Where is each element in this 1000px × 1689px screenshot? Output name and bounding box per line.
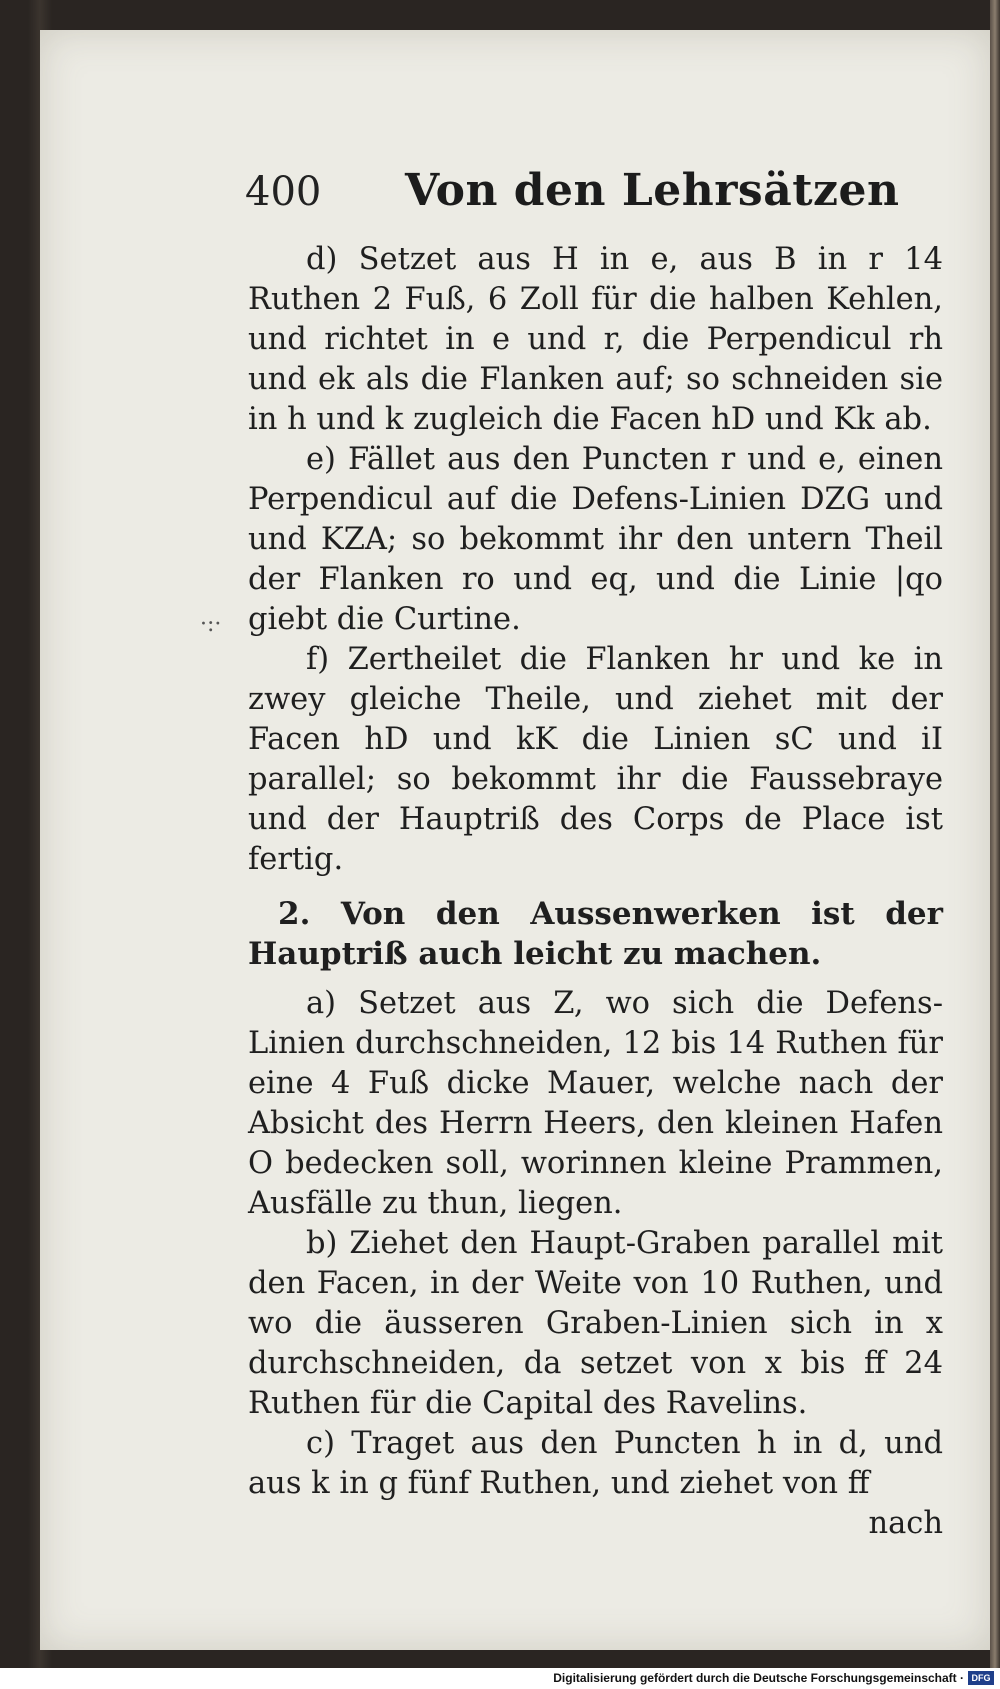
catchword: nach	[868, 1506, 943, 1541]
paragraph-f: f) Zertheilet die Flanken hr und ke in zwey gleiche Theile, und ziehet mit der Facen hD und kK die Linien sC und iI parallel; so bekommt ihr die Faussebraye und der Hauptriß des Corps de Place ist fertig.	[248, 642, 943, 877]
section-heading: 2. Von den Aussenwerken ist der Hauptriß auch leicht zu machen.	[248, 896, 943, 972]
footer-bar	[0, 1668, 1000, 1689]
paragraph-b: b) Ziehet den Haupt-Graben parallel mit den Facen, in der Weite von 10 Ruthen, und wo die äusseren Graben-Linien sich in x durchschneiden, da setzet von x bis ff 24 Ruthen für die Capital des Ravelins.	[248, 1226, 943, 1421]
paragraph-e: e) Fället aus den Puncten r und e, einen Perpendicul auf die Defens-Linien DZG und und KZA; so bekommt ihr den untern Theil der Flanken ro und eq, und die Linie |qo giebt die Curtine.	[248, 442, 943, 637]
body-text	[248, 240, 943, 1544]
footer-credit: Digitalisierung gefördert durch die Deutsche Forschungsgemeinschaft ·	[553, 1671, 964, 1685]
dfg-logo: DFG	[968, 1671, 994, 1685]
page-number: 400	[245, 169, 322, 215]
paragraph-a: a) Setzet aus Z, wo sich die Defens-Linien durchschneiden, 12 bis 14 Ruthen für eine 4 Fuß dicke Mauer, welche nach der Absicht des Herrn Heers, den kleinen Hafen O bedecken soll, worinnen kleine Prammen, Ausfälle zu thun, liegen.	[248, 986, 943, 1221]
paragraph-d: d) Setzet aus H in e, aus B in r 14 Ruthen 2 Fuß, 6 Zoll für die halben Kehlen, und richtet in e und r, die Perpendicul rh und ek als die Flanken auf; so schneiden sie in h und k zugleich die Facen hD und Kk ab.	[248, 242, 943, 437]
margin-mark: ·:·	[200, 612, 222, 637]
running-title: Von den Lehrsätzen	[405, 165, 900, 216]
page-header	[245, 165, 945, 235]
book-edge	[990, 0, 1000, 1668]
paragraph-c: c) Traget aus den Puncten h in d, und aus k in g fünf Ruthen, und ziehet von ff	[248, 1426, 943, 1501]
